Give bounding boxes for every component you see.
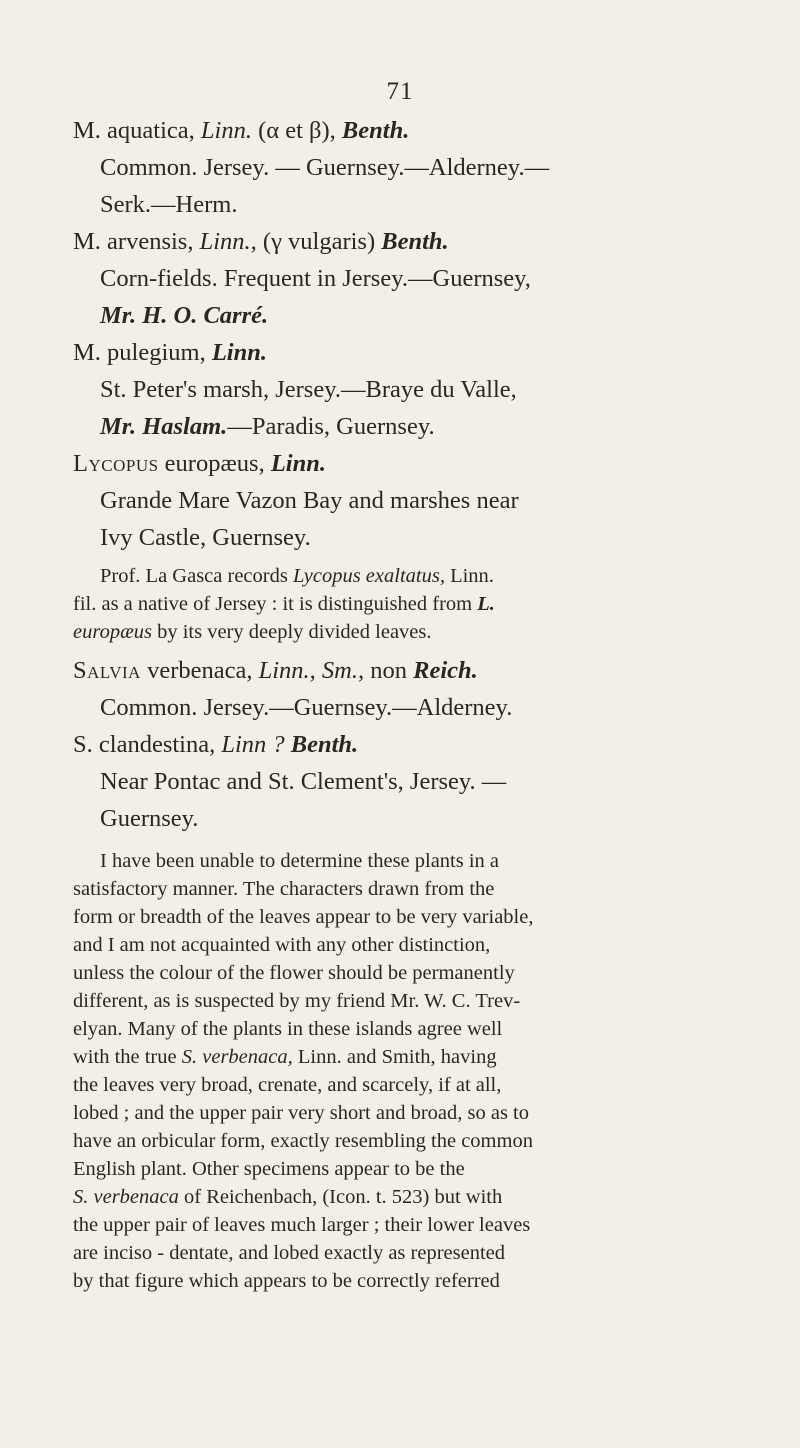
page-content: [73, 112, 733, 1295]
page-number: 71: [386, 78, 414, 105]
entry-heading: M. arvensis, Linn., (γ vulgaris) Benth.: [73, 228, 449, 255]
entry-habitat: St. Peter's marsh, Jersey.—Braye du Valle,: [100, 376, 517, 403]
entry-heading: Salvia verbenaca, Linn., Sm., non Reich.: [73, 657, 478, 684]
entry-habitat: Guernsey.: [100, 805, 199, 832]
entry-recorder: Mr. H. O. Carré.: [100, 302, 269, 329]
entry-habitat: Serk.—Herm.: [100, 191, 238, 218]
entry-habitat: Near Pontac and St. Clement's, Jersey. —: [100, 768, 507, 795]
entry-habitat: Common. Jersey.—Guernsey.—Alderney.: [100, 694, 513, 721]
entry-heading: M. aquatica, Linn. (α et β), Benth.: [73, 117, 410, 144]
entry-habitat: Corn-fields. Frequent in Jersey.—Guernsey,: [100, 265, 531, 292]
entry-heading: Lycopus europæus, Linn.: [73, 450, 326, 477]
entry-habitat: Ivy Castle, Guernsey.: [100, 524, 311, 551]
entry-habitat: Common. Jersey. — Guernsey.—Alderney.—: [100, 154, 550, 181]
entry-heading: M. pulegium, Linn.: [73, 339, 267, 366]
entry-recorder: Mr. Haslam.—Paradis, Guernsey.: [100, 413, 435, 440]
entry-habitat: Grande Mare Vazon Bay and marshes near: [100, 487, 519, 514]
entry-heading: S. clandestina, Linn ? Benth.: [73, 731, 359, 758]
salvia-note: I have been unable to determine these plants in a satisfactory manner. The characters drawn from the form or breadth of the leaves appear to be very variable, and I am not acquainted with any other distinction, unless the colour of the flower should be permanently different, as is suspected by my friend Mr. W. C. Trev- elyan. Many of the plants in these islands agree well with the true S. verbenaca, Linn. and Smith, having the leaves very broad, crenate, and scarcely, if at all, lobed ; and the upper pair very short and broad, so as to have an orbicular form, exactly resembling the common English plant. Other specimens appear to be the S. verbenaca of Reichenbach, (Icon. t. 523) but with the upper pair of leaves much larger ; their lower leaves are inciso - dentate, and lobed exactly as represented by that figure which appears to be correctly referred: [73, 850, 534, 1292]
lycopus-note: Prof. La Gasca records Lycopus exaltatus, Linn. fil. as a native of Jersey : it is distinguished from L. europæus by its very deeply divided leaves.: [73, 565, 495, 643]
